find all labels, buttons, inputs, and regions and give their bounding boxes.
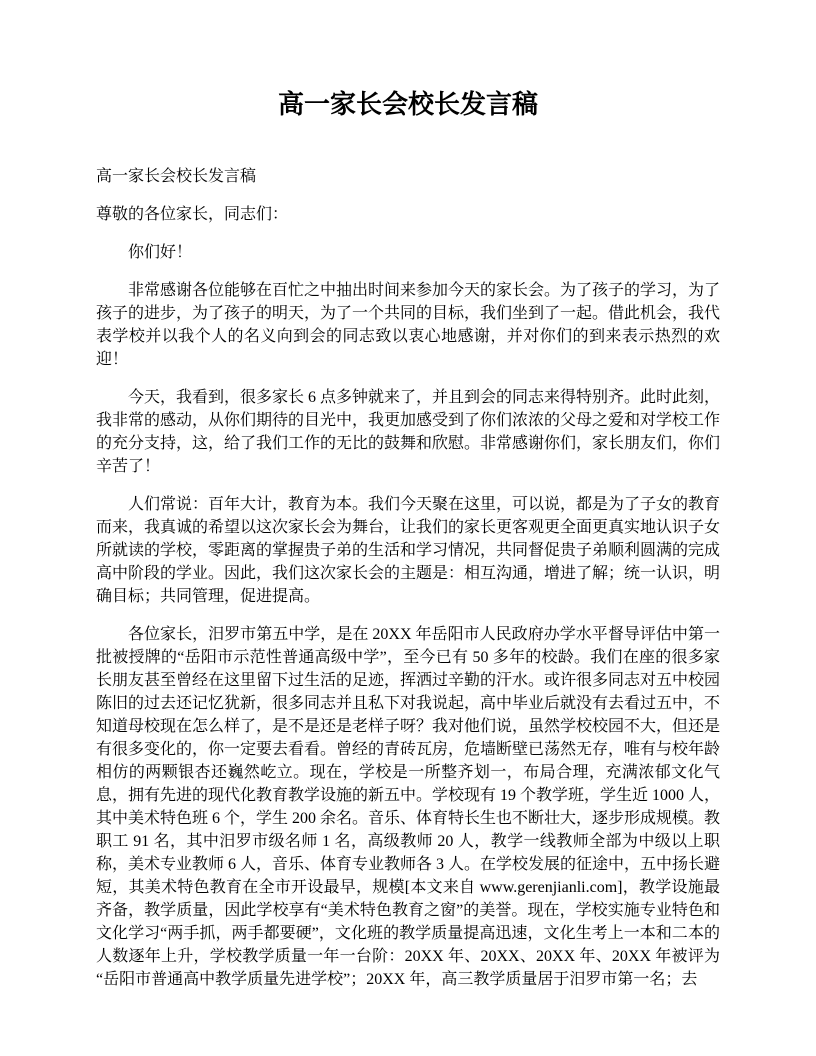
paragraph-subtitle: 高一家长会校长发言稿 bbox=[96, 168, 257, 185]
document-title: 高一家长会校长发言稿 bbox=[277, 90, 538, 119]
paragraph-meeting-theme: 人们常说：百年大计，教育为本。我们今天聚在这里，可以说，都是为了子女的教育而来，我真诚的希望以这次家长会为舞台，让我们的家长更客观更全面更真实地认识子女所就读的学校，零距离的掌握贵子弟的生活和学习情况，共同督促贵子弟顺利圆满的完成高中阶段的学业。因此，我们这次家长会的主题是：相互沟通，增进了解；统一认识，明确目标；共同管理，促进提高。 bbox=[96, 496, 721, 605]
paragraph-today-moved: 今天，我看到，很多家长 6 点多钟就来了，并且到会的同志来得特别齐。此时此刻，我非常的感动，从你们期待的目光中，我更加感受到了你们浓浓的父母之爱和对学校工作的充分支持，这，给了我们工作的无比的鼓舞和欣慰。非常感谢你们，家长朋友们，你们辛苦了！ bbox=[96, 389, 721, 475]
paragraph-greeting: 你们好！ bbox=[128, 244, 193, 261]
paragraph-school-introduction: 各位家长，汨罗市第五中学，是在 20XX 年岳阳市人民政府办学水平督导评估中第一批被授牌的“岳阳市示范性普通高级中学”，至今已有 50 多年的校龄。我们在座的很多家长朋友甚至曾经在这里留下过生活的足迹，挥洒过辛勤的汗水。或许很多同志对五中校园陈旧的过去还记忆犹新，很多同志并且私下对我说起，高中毕业后就没有去看过五中，不知道母校现在怎么样了，是不是还是老样子呀？我对他们说，虽然学校校园不大，但还是有很多变化的，你一定要去看看。曾经的青砖瓦房，危墙断壁已荡然无存，唯有与校年龄相仿的两颗银杏还巍然屹立。现在，学校是一所整齐划一，布局合理，充满浓郁文化气息，拥有先进的现代化教育教学设施的新五中。学校现有 19 个教学班，学生近 1000 人，其中美术特色班 6 个，学生 200 余名。音乐、体育特长生也不断壮大，逐步形成规模。教职工 91 名，其中汨罗市级名师 1 名，高级教师 20 人，教学一线教师全部为中级以上职称，美术专业教师 6 人，音乐、体育专业教师各 3 人。在学校发展的征途中，五中扬长避短，其美术特色教育在全市开设最早，规模[本文来自 www.gerenjianli.com]，教学设施最齐备，教学质量，因此学校享有“美术特色教育之窗”的美誉。现在，学校实施专业特色和文化学习“两手抓，两手都要硬”，文化班的教学质量提高迅速，文化生考上一本和二本的人数逐年上升，学校教学质量一年一台阶：20XX 年、20XX、20XX 年、20XX 年被评为“岳阳市普通高中教学质量先进学校”；20XX 年，高三教学质量居于汨罗市第一名；去 bbox=[96, 626, 721, 988]
paragraph-salutation: 尊敬的各位家长，同志们： bbox=[96, 206, 289, 223]
paragraph-thanks: 非常感谢各位能够在百忙之中抽出时间来参加今天的家长会。为了孩子的学习，为了孩子的进步，为了孩子的明天，为了一个共同的目标，我们坐到了一起。借此机会，我代表学校并以我个人的名义向到会的同志致以衷心地感谢，并对你们的到来表示热烈的欢迎！ bbox=[96, 282, 721, 368]
